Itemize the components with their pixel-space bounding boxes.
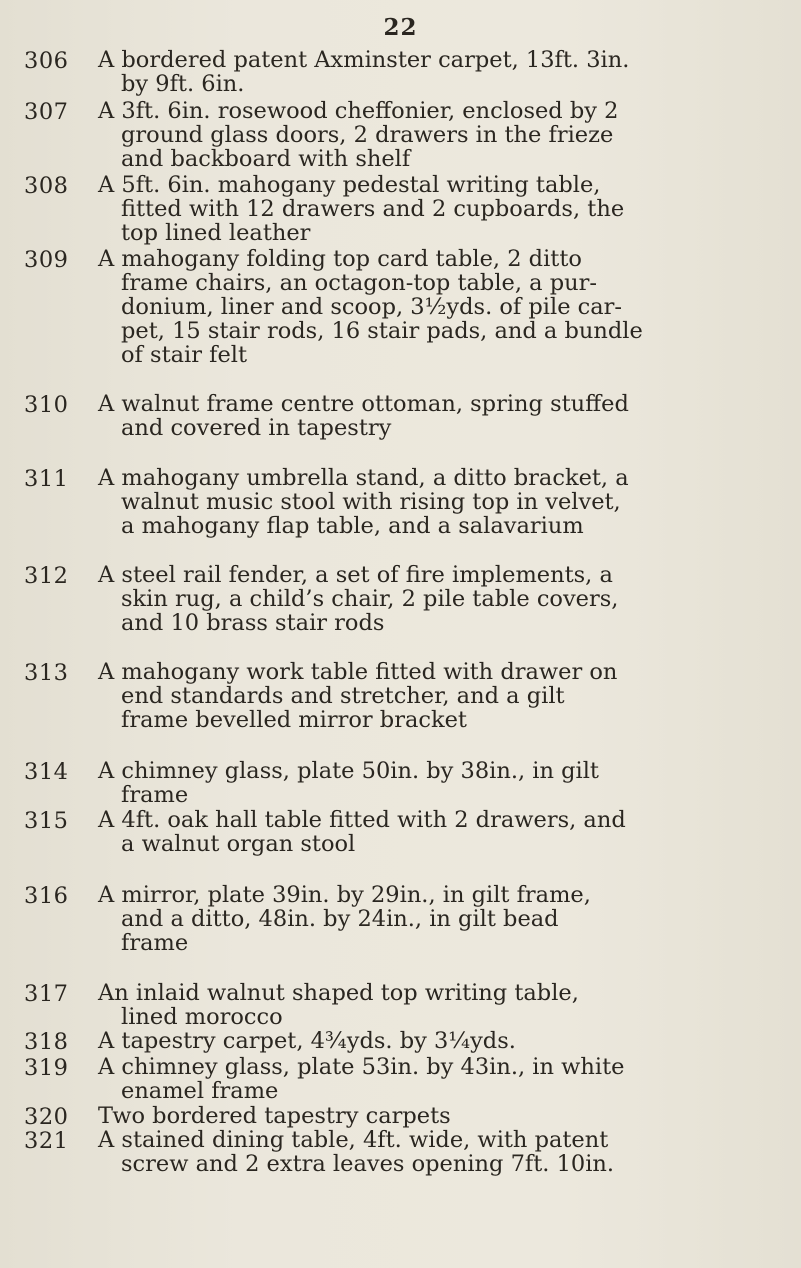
lot-description (98, 1055, 788, 1103)
lot-description-line: A mahogany umbrella stand, a ditto bracket, a (98, 465, 629, 491)
lot-description-line: A chimney glass, plate 50in. by 38in., in gilt (98, 758, 599, 784)
lot-description-line: A mirror, plate 39in. by 29in., in gilt frame, (98, 882, 591, 908)
lot-description-line: frame (121, 782, 189, 808)
lot-description (98, 247, 788, 367)
lot-number: 319 (24, 1055, 69, 1081)
lot-number: 311 (24, 466, 69, 492)
lot-description-line: A 3ft. 6in. rosewood cheffonier, enclosed by 2 (98, 98, 619, 124)
lot-description-line: and covered in tapestry (121, 415, 392, 441)
lot-description-line: end standards and stretcher, and a gilt (121, 683, 565, 709)
lot-number: 307 (24, 99, 69, 125)
lot-description-line: by 9ft. 6in. (121, 71, 245, 97)
lot-number: 320 (24, 1104, 69, 1130)
lot-description-line: ground glass doors, 2 drawers in the frieze (121, 122, 614, 148)
lot-number: 318 (24, 1029, 69, 1055)
lot-description-line: frame (121, 930, 189, 956)
lot-description-line: and 10 brass stair rods (121, 610, 385, 636)
lot-description-line: An inlaid walnut shaped top writing table, (98, 980, 579, 1006)
lot-description (98, 883, 788, 955)
lot-description-line: donium, liner and scoop, 3½yds. of pile car- (121, 294, 623, 320)
lot-description-line: A stained dining table, 4ft. wide, with patent (98, 1127, 609, 1153)
lot-number: 321 (24, 1128, 69, 1154)
lot-description (98, 660, 788, 732)
lot-description-line: pet, 15 stair rods, 16 stair pads, and a bundle (121, 318, 643, 344)
lot-description (98, 808, 788, 856)
lot-description-line: lined morocco (121, 1004, 283, 1030)
lot-number: 306 (24, 48, 69, 74)
lot-description-line: frame bevelled mirror bracket (121, 707, 467, 733)
lot-number: 312 (24, 563, 69, 589)
lot-description-line: top lined leather (121, 220, 311, 246)
lot-description-line: A chimney glass, plate 53in. by 43in., in white (98, 1054, 625, 1080)
lot-description (98, 392, 788, 440)
lot-description-line: enamel frame (121, 1078, 279, 1104)
lot-description (98, 563, 788, 635)
lot-number: 313 (24, 660, 69, 686)
lot-number: 317 (24, 981, 69, 1007)
lot-description-line: A 5ft. 6in. mahogany pedestal writing table, (98, 172, 601, 198)
lot-description-line: frame chairs, an octagon-top table, a pur- (121, 270, 597, 296)
lot-description-line: A bordered patent Axminster carpet, 13ft. 3in. (98, 47, 630, 73)
lot-number: 314 (24, 759, 69, 785)
lot-description-line: A 4ft. oak hall table fitted with 2 drawers, and (98, 807, 626, 833)
lot-description (98, 173, 788, 245)
lot-description-line: A mahogany work table fitted with drawer on (98, 659, 618, 685)
lot-description (98, 1104, 788, 1128)
page-number: 22 (383, 14, 418, 41)
lot-number: 309 (24, 247, 69, 273)
lot-number: 310 (24, 392, 69, 418)
lot-description-line: A steel rail fender, a set of fire implements, a (98, 562, 613, 588)
lot-description-line: screw and 2 extra leaves opening 7ft. 10in. (121, 1151, 615, 1177)
lot-description (98, 1128, 788, 1176)
lot-description-line: A walnut frame centre ottoman, spring stuffed (98, 391, 629, 417)
lot-description (98, 759, 788, 807)
lot-description-line: and a ditto, 48in. by 24in., in gilt bead (121, 906, 559, 932)
lot-number: 316 (24, 883, 69, 909)
lot-description (98, 1029, 788, 1053)
lot-description-line: a walnut organ stool (121, 831, 356, 857)
lot-number: 308 (24, 173, 69, 199)
lot-description-line: Two bordered tapestry carpets (98, 1103, 451, 1129)
lot-description-line: of stair felt (121, 342, 248, 368)
lot-description (98, 48, 788, 96)
lot-description-line: A tapestry carpet, 4¾yds. by 3¼yds. (98, 1028, 516, 1054)
lot-description (98, 981, 788, 1029)
lot-description-line: fitted with 12 drawers and 2 cupboards, the (121, 196, 625, 222)
lot-description-line: skin rug, a child’s chair, 2 pile table covers, (121, 586, 619, 612)
lot-description-line: walnut music stool with rising top in velvet, (121, 489, 621, 515)
lot-description-line: a mahogany flap table, and a salavarium (121, 513, 584, 539)
lot-number: 315 (24, 808, 69, 834)
lot-description-line: A mahogany folding top card table, 2 ditto (98, 246, 582, 272)
lot-description-line: and backboard with shelf (121, 146, 411, 172)
lot-description (98, 466, 788, 538)
lot-description (98, 99, 788, 171)
